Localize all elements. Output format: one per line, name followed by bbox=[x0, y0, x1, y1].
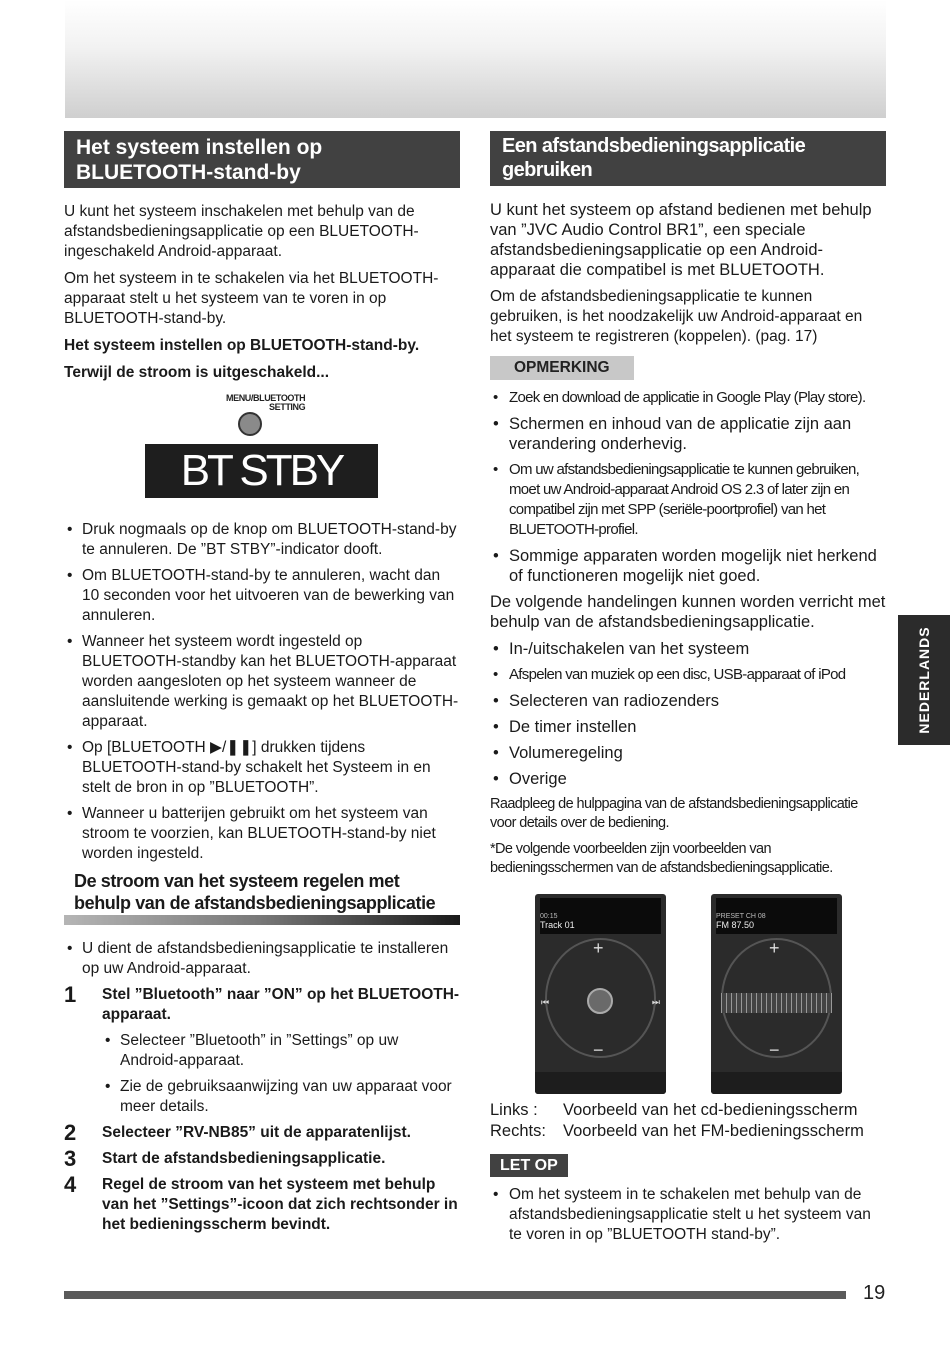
list-item: • Zie de gebruiksaanwijzing van uw apparaat voor meer details. bbox=[102, 1077, 460, 1117]
header-band bbox=[65, 0, 886, 118]
left-column bbox=[64, 131, 460, 1241]
list-item: • Wanneer u batterijen gebruikt om het systeem van stroom te voorzien, kan BLUETOOTH-stand-by niet worden ingesteld. bbox=[64, 804, 460, 864]
phone-track: Track 01 bbox=[540, 920, 575, 930]
next-icon: ⏭ bbox=[651, 997, 660, 1007]
step bbox=[64, 1120, 460, 1145]
section-heading-bt-standby: Het systeem instellen op BLUETOOTH-stand-by bbox=[64, 131, 460, 188]
notes-list bbox=[490, 388, 886, 586]
bold-instruction: Het systeem instellen op BLUETOOTH-stand-by. bbox=[64, 337, 420, 354]
caption-left: Links : Voorbeeld van het cd-bedieningsscherm bbox=[490, 1101, 858, 1119]
paragraph: De volgende handelingen kunnen worden verricht met behulp van de afstandsbedieningsapplicatie. bbox=[490, 593, 886, 631]
play-pause-icon bbox=[587, 988, 613, 1014]
list-item: • Wanneer het systeem wordt ingesteld op BLUETOOTH-standby kan het BLUETOOTH-apparaat worden aangesloten op het systeem wanneer de aansluitende werking is gemaakt op het BLUETOOTH-apparaat. bbox=[64, 632, 460, 732]
list-item: • Zoek en download de applicatie in Google Play (Play store). bbox=[490, 388, 886, 408]
step-text: Selecteer ”RV-NB85” uit de apparatenlijst. bbox=[102, 1124, 411, 1141]
button-icon bbox=[238, 412, 262, 436]
list-item: • Volumeregeling bbox=[490, 743, 886, 763]
step-text: Stel ”Bluetooth” naar ”ON” op het BLUETOOTH-apparaat. bbox=[102, 986, 460, 1023]
list-item: • Om het systeem in te schakelen met behulp van de afstandsbedieningsapplicatie stelt u het systeem van te voren in op ”BLUETOOTH stand-by”. bbox=[490, 1185, 886, 1245]
phone-frequency: FM 87.50 bbox=[716, 920, 755, 930]
step bbox=[64, 1146, 460, 1171]
step-text: Regel de stroom van het systeem met behulp van het ”Settings”-icoon dat zich rechtsonder in het bedieningsscherm bevindt. bbox=[102, 1176, 458, 1233]
operations-list bbox=[490, 639, 886, 789]
minus-icon: − bbox=[769, 1040, 780, 1060]
button-label: MENU/BLUETOOTH SETTING bbox=[226, 393, 306, 412]
step-number: 1 bbox=[64, 982, 77, 1007]
paragraph: Raadpleeg de hulppagina van de afstandsbedieningsapplicatie voor details over de bediening. bbox=[490, 796, 858, 831]
step-number: 2 bbox=[64, 1120, 77, 1145]
step-number: 4 bbox=[64, 1172, 77, 1197]
subheading-divider bbox=[64, 915, 460, 925]
tip-label: LET OP bbox=[490, 1154, 568, 1177]
list-item: • Selecteer ”Bluetooth” in ”Settings” op uw Android-apparaat. bbox=[102, 1031, 460, 1071]
right-column bbox=[490, 131, 886, 1251]
standby-bullets bbox=[64, 520, 460, 864]
caption-right: Rechts: Voorbeeld van het FM-bedieningsscherm bbox=[490, 1122, 864, 1140]
bold-instruction: Terwijl de stroom is uitgeschakeld... bbox=[64, 364, 330, 381]
paragraph: Om de afstandsbedieningsapplicatie te kunnen gebruiken, is het noodzakelijk uw Android-apparaat en het systeem te registreren (koppelen). (pag. 17) bbox=[490, 288, 863, 345]
plus-icon: + bbox=[769, 938, 780, 958]
step-number: 3 bbox=[64, 1146, 77, 1171]
subheading-power-control: De stroom van het systeem regelen met behulp van de afstandsbedieningsapplicatie bbox=[74, 871, 436, 913]
step bbox=[64, 1172, 460, 1235]
cd-control-screen bbox=[535, 894, 666, 1094]
list-item: • In-/uitschakelen van het systeem bbox=[490, 639, 886, 659]
list-item: • Schermen en inhoud van de applicatie zijn aan verandering onderhevig. bbox=[490, 414, 886, 454]
section-heading-remote-app: Een afstandsbedieningsapplicatie gebruiken bbox=[490, 131, 886, 186]
menu-bluetooth-button-figure bbox=[64, 390, 460, 440]
paragraph: *De volgende voorbeelden zijn voorbeelden van bedieningsschermen van de afstandsbedieningsapplicatie. bbox=[490, 841, 833, 876]
app-screenshots bbox=[490, 894, 886, 1094]
plus-icon: + bbox=[593, 938, 604, 958]
bt-stby-display: BT STBY bbox=[145, 444, 378, 498]
fm-control-screen bbox=[711, 894, 842, 1094]
phone-preset: PRESET CH 08 bbox=[716, 913, 766, 920]
previous-icon: ⏮ bbox=[541, 997, 550, 1007]
note-label: OPMERKING bbox=[490, 356, 634, 380]
language-tab: NEDERLANDS bbox=[898, 615, 950, 745]
step-text: Start de afstandsbedieningsapplicatie. bbox=[102, 1150, 386, 1167]
list-item: • Op [BLUETOOTH ▶/❚❚] drukken tijdens BLUETOOTH-stand-by schakelt het Systeem in en stelt de bron in op ”BLUETOOTH”. bbox=[64, 738, 460, 798]
list-item: • Selecteren van radiozenders bbox=[490, 691, 886, 711]
list-item: • Om BLUETOOTH-stand-by te annuleren, wacht dan 10 seconden voor het uitvoeren van de bewerking van annuleren. bbox=[64, 566, 460, 626]
step bbox=[64, 982, 460, 1117]
phone-time: 00:15 bbox=[540, 913, 558, 920]
paragraph: Om het systeem in te schakelen via het BLUETOOTH-apparaat stelt u het systeem van te voren in op BLUETOOTH-stand-by. bbox=[64, 270, 439, 327]
paragraph: U kunt het systeem op afstand bedienen met behulp van ”JVC Audio Control BR1”, een speciale afstandsbedieningsapplicatie op een Android-apparaat die compatibel is met BLUETOOTH. bbox=[490, 201, 872, 279]
paragraph: U kunt het systeem inschakelen met behulp van de afstandsbedieningsapplicatie op een BLUETOOTH-ingeschakeld Android-apparaat. bbox=[64, 203, 419, 260]
tuning-dial bbox=[721, 993, 832, 1013]
list-item: • De timer instellen bbox=[490, 717, 886, 737]
footer-bar bbox=[64, 1291, 846, 1299]
list-item: • Afspelen van muziek op een disc, USB-apparaat of iPod bbox=[490, 665, 886, 685]
list-item: • Druk nogmaals op de knop om BLUETOOTH-stand-by te annuleren. De ”BT STBY”-indicator dooft. bbox=[64, 520, 460, 560]
list-item: • Om uw afstandsbedieningsapplicatie te kunnen gebruiken, moet uw Android-apparaat Android OS 2.3 of later zijn en compatibel zijn met SPP (seriële-poortprofiel) van het BLUETOOTH-profiel. bbox=[490, 460, 886, 540]
list-item: • U dient de afstandsbedieningsapplicatie te installeren op uw Android-apparaat. bbox=[64, 939, 460, 979]
list-item: • Overige bbox=[490, 769, 886, 789]
list-item: • Sommige apparaten worden mogelijk niet herkend of functioneren mogelijk niet goed. bbox=[490, 546, 886, 586]
page-number: 19 bbox=[863, 1282, 886, 1304]
minus-icon: − bbox=[593, 1040, 604, 1060]
